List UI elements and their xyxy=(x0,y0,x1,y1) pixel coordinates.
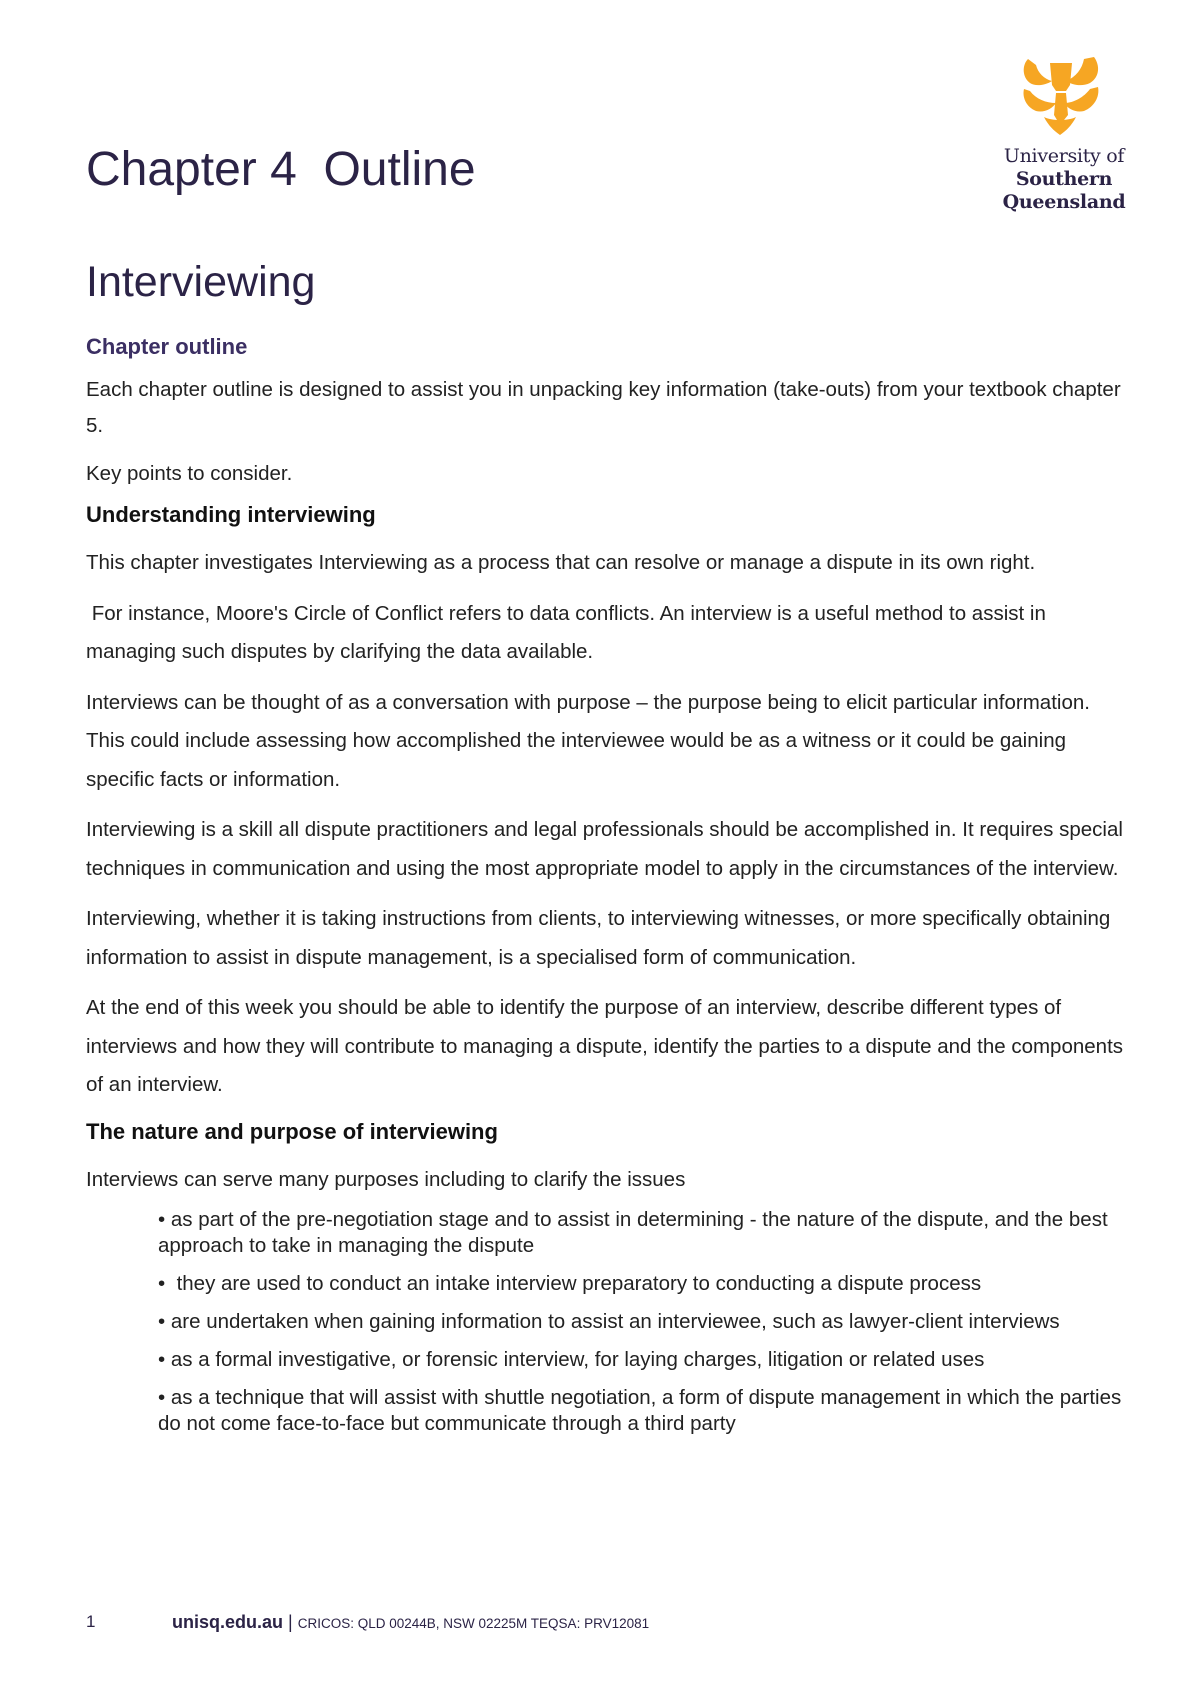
footer-cricos: CRICOS: QLD 00244B, NSW 02225M TEQSA: PRV12081 xyxy=(297,1616,650,1631)
paragraph: Interviews can serve many purposes including to clarify the issues xyxy=(86,1167,686,1191)
paragraph: Interviewing is a skill all dispute practitioners and legal professionals should be accomplished in. It requires special techniques in communication and using the most appropriate model to apply in the circumstances of the interview. xyxy=(86,818,1123,880)
footer-url-link[interactable]: unisq.edu.au xyxy=(172,1612,284,1632)
paragraph: Interviews can be thought of as a conversation with purpose – the purpose being to elicit particular information. This could include assessing how accomplished the interviewee would be as a witness or it could be gaining specific facts or information. xyxy=(86,690,1090,791)
paragraph: Each chapter outline is designed to assist you in unpacking key information (take-outs) from your textbook chapter 5. xyxy=(86,378,1121,437)
document-body xyxy=(86,332,1126,1449)
paragraph: Interviewing, whether it is taking instructions from clients, to interviewing witnesses, or more specifically obtaining information to assist in dispute management, is a specialised form of communication. xyxy=(86,907,1111,969)
list-item: • are undertaken when gaining information to assist an interviewee, such as lawyer-client interviews xyxy=(158,1310,1060,1333)
section-heading-nature-purpose: The nature and purpose of interviewing xyxy=(86,1118,498,1144)
paragraph: Key points to consider. xyxy=(86,462,293,485)
list-item: • they are used to conduct an intake interview preparatory to conducting a dispute process xyxy=(158,1272,982,1295)
university-logo xyxy=(1000,55,1130,214)
list-item: • as a technique that will assist with shuttle negotiation, a form of dispute management in which the parties do not come face-to-face but communicate through a third party xyxy=(158,1386,1127,1435)
paragraph: At the end of this week you should be able to identify the purpose of an interview, describe different types of interviews and how they will contribute to managing a dispute, identify the parties to a dispute and the components of an interview. xyxy=(86,996,1124,1096)
section-heading-chapter-outline: Chapter outline xyxy=(86,334,248,359)
bullet-list xyxy=(86,1207,1126,1437)
page-title: Chapter 4 Outline xyxy=(86,143,476,196)
section-heading-understanding: Understanding interviewing xyxy=(86,502,376,527)
page-number: 1 xyxy=(86,1612,96,1631)
logo-line-2: Southern xyxy=(1015,168,1113,190)
paragraph: This chapter investigates Interviewing as a process that can resolve or manage a dispute in its own right. xyxy=(86,551,1036,574)
logo-line-1: University of xyxy=(1003,145,1125,167)
logo-wordmark xyxy=(1000,145,1128,214)
list-item: • as part of the pre-negotiation stage and to assist in determining - the nature of the dispute, and the best approach to take in managing the dispute xyxy=(158,1208,1114,1257)
usq-tree-logo-icon xyxy=(1020,55,1102,141)
paragraph: For instance, Moore's Circle of Conflict refers to data conflicts. An interview is a useful method to assist in managing such disputes by clarifying the data available. xyxy=(86,601,1052,663)
logo-line-3: Queensland xyxy=(1002,191,1126,213)
chapter-heading: Interviewing xyxy=(86,258,316,306)
list-item: • as a formal investigative, or forensic interview, for laying charges, litigation or related uses xyxy=(158,1348,985,1371)
footer-separator: | xyxy=(283,1612,298,1632)
footer-info xyxy=(172,1612,649,1633)
